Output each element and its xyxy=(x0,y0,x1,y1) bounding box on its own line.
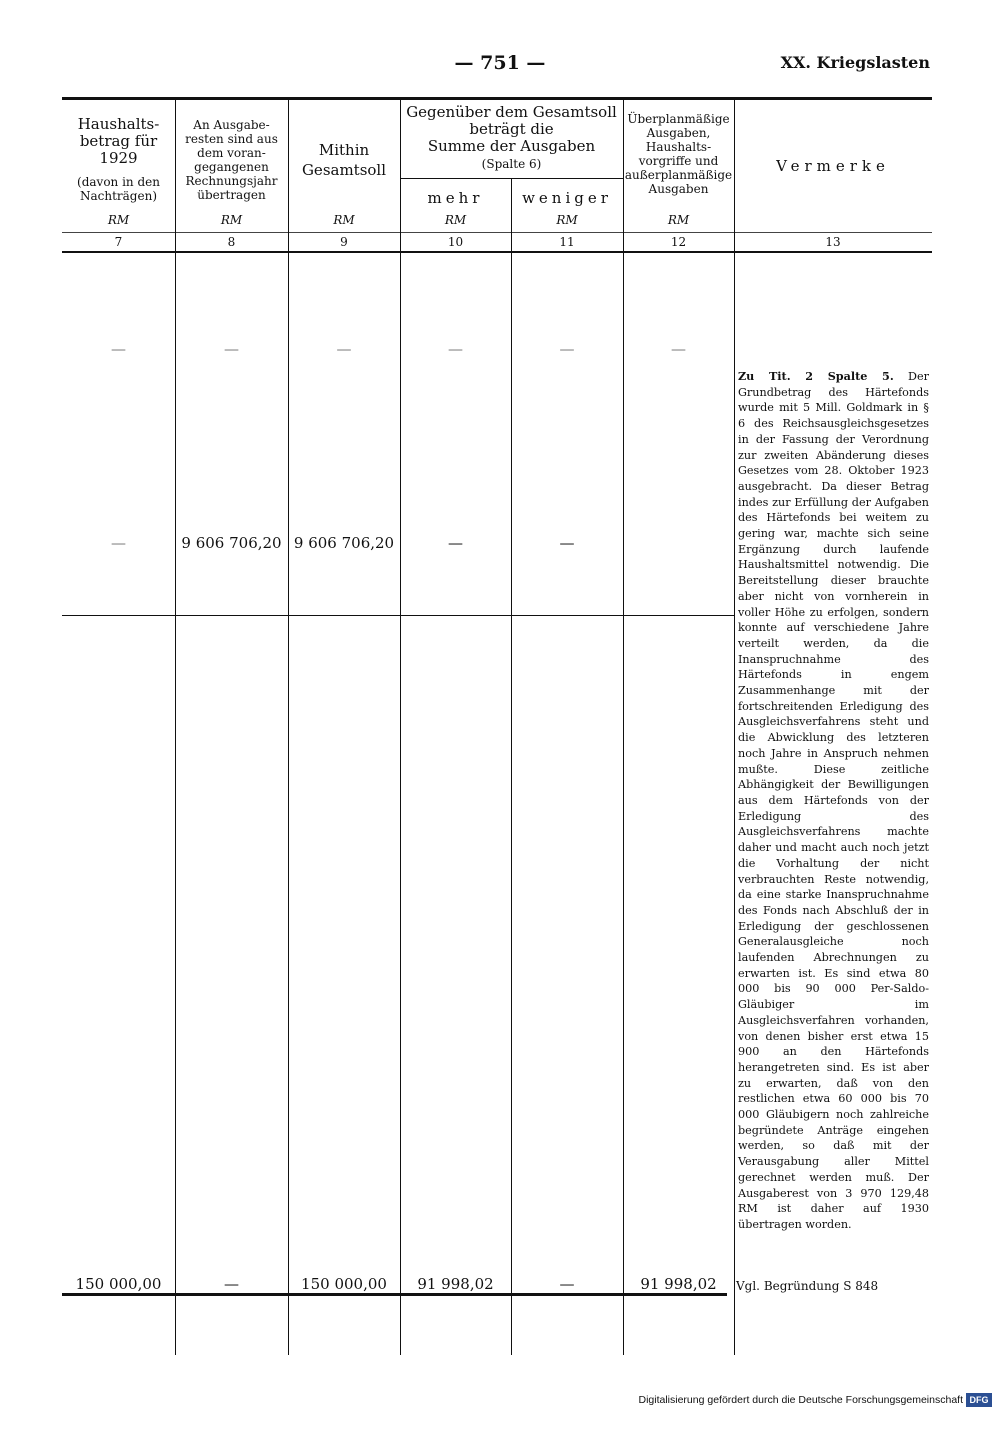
total-col8: — xyxy=(224,1275,239,1293)
row1-col10: — xyxy=(448,340,463,358)
col7-subheader: (davon in den Nachträgen) xyxy=(77,175,160,203)
total-col9: 150 000,00 xyxy=(301,1275,387,1293)
col10-11-group-subheader: (Spalte 6) xyxy=(481,157,542,171)
col9-unit: RM xyxy=(333,213,355,227)
row1-col7: — xyxy=(111,340,126,358)
col12-number: 12 xyxy=(670,235,687,249)
footer-text: Digitalisierung gefördert durch die Deutsche Forschungsgemeinschaft xyxy=(638,1394,963,1406)
section-divider-rule xyxy=(62,615,734,616)
row2-col11: — xyxy=(559,534,575,552)
col10-number: 10 xyxy=(447,235,464,249)
row1-col11: — xyxy=(559,340,575,358)
total-col11: — xyxy=(559,1275,575,1293)
col7-header: Haushalts- betrag für 1929 xyxy=(77,115,160,167)
col8-unit: RM xyxy=(220,213,243,227)
row1-col9: — xyxy=(336,340,352,358)
page-number: — 751 — xyxy=(454,52,546,74)
row1-col12: — xyxy=(671,340,686,358)
column-rule xyxy=(623,100,624,1355)
col12-header: Überplanmäßige Ausgaben, Haushalts- vorgriffe und außerplanmäßige Ausgaben xyxy=(624,112,733,196)
column-rule xyxy=(288,100,289,1355)
dfg-logo: DFG xyxy=(966,1393,992,1407)
row2-col10: — xyxy=(448,534,463,552)
col9-header: Mithin Gesamtsoll xyxy=(301,141,387,179)
section-title: XX. Kriegslasten xyxy=(780,53,930,72)
header-bottom-rule xyxy=(62,232,932,233)
col10-11-group-header: Gegenüber dem Gesamtsoll beträgt die Summe der Ausgaben xyxy=(406,103,617,155)
total-col10: 91 998,02 xyxy=(417,1275,494,1293)
colnum-bottom-rule xyxy=(62,251,932,253)
remark-note xyxy=(738,369,929,1233)
row2-col7: — xyxy=(111,534,126,552)
col7-number: 7 xyxy=(114,235,123,249)
col10-unit: RM xyxy=(444,213,467,227)
col11-header: weniger xyxy=(522,189,612,207)
total-underline xyxy=(62,1293,727,1296)
col9-number: 9 xyxy=(340,235,348,249)
col8-header: An Ausgabe- resten sind aus dem voran- gegangenen Rechnungsjahr übertragen xyxy=(185,118,278,202)
col11-unit: RM xyxy=(556,213,578,227)
col13-header: Vermerke xyxy=(776,157,890,175)
total-col7: 150 000,00 xyxy=(75,1275,162,1293)
col7-unit: RM xyxy=(107,213,130,227)
column-rule xyxy=(175,100,176,1355)
column-rule xyxy=(400,100,401,1355)
column-rule xyxy=(734,100,735,1355)
total-col12: 91 998,02 xyxy=(640,1275,717,1293)
col10-header: mehr xyxy=(427,189,484,207)
row1-col8: — xyxy=(224,340,239,358)
row2-col9: 9 606 706,20 xyxy=(293,534,395,552)
col13-number: 13 xyxy=(825,235,841,249)
table-top-rule xyxy=(62,97,932,100)
remark-note-title: Zu Tit. 2 Spalte 5. xyxy=(738,369,894,383)
remark-note-text: Der Grundbetrag des Härtefonds wurde mit 5 Mill. Goldmark in § 6 des Reichsausgleichsgesetzes in der Fassung der Verordnung zur zweiten Abänderung dieses Gesetzes vom 28. Oktober 1923 ausgebracht. Da dieser Betrag indes zur Erfüllung der Aufgaben des Härtefonds bei weitem zu gering war, machte sich seine Ergänzung durch laufende Haushaltsmittel notwendig. Die Bereitstellung dieser brauchte aber nicht von vornherein in voller Höhe zu erfolgen, sondern konnte auf verschiedene Jahre verteilt werden, da die Inanspruchnahme des Härtefonds in engem Zusammenhange mit der fortschreitenden Erledigung des Ausgleichsverfahrens steht und die Abwicklung des letzteren noch Jahre in Anspruch nehmen mußte. Diese zeitliche Abhängigkeit der Bewilligungen aus dem Härtefonds von der Erledigung des Ausgleichsverfahrens machte daher und macht auch noch jetzt die Vorhaltung der nicht verbrauchten Reste notwendig, da eine starke Inanspruchnahme des Fonds nach Abschluß der in Erledigung der geschlossenen Generalausgleiche noch laufenden Abrechnungen zu erwarten ist. Es sind etwa 80 000 bis 90 000 Per-Saldo-Gläubiger im Ausgleichsverfahren vorhanden, von denen bisher erst etwa 15 900 an den Härtefonds herangetreten sind. Es ist aber zu erwarten, daß von den restlichen etwa 60 000 bis 70 000 Gläubigern noch zahlreiche begründete Anträge eingehen werden, so daß mit der Verausgabung aller Mittel gerechnet werden muß. Der Ausgaberest von 3 970 129,48 RM ist daher auf 1930 übertragen worden. xyxy=(738,370,929,1231)
row2-col8: 9 606 706,20 xyxy=(181,534,282,552)
col12-unit: RM xyxy=(667,213,690,227)
total-remark: Vgl. Begründung S 848 xyxy=(736,1279,879,1293)
col11-number: 11 xyxy=(559,235,575,249)
col8-number: 8 xyxy=(227,235,236,249)
